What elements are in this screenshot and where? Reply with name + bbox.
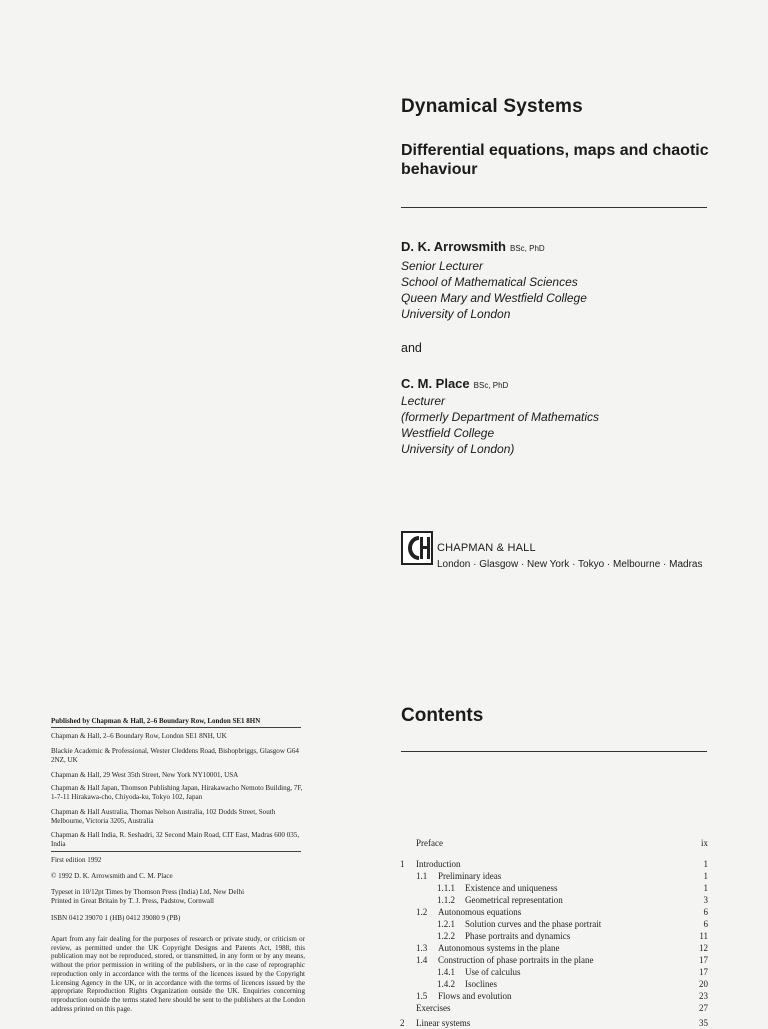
toc-entry-number: 1.1.2	[437, 895, 455, 905]
affiliation-line: Lecturer	[401, 394, 446, 408]
toc-entry-page: 35	[699, 1018, 708, 1028]
copyright-heading: Published by Chapman & Hall, 2–6 Boundary Row, London SE1 8HN	[51, 717, 261, 725]
affiliation-line: (formerly Department of Mathematics	[401, 410, 600, 424]
toc-entry-page: 20	[699, 979, 708, 989]
publisher-address: Blackie Academic & Professional, Wester Cleddens Road, Bishopbriggs, Glasgow G64 2NZ, UK	[51, 747, 299, 764]
chapman-hall-logo-icon	[401, 531, 433, 565]
author-2-degrees: BSc, PhD	[473, 381, 509, 390]
toc-entry-page: 12	[699, 943, 708, 953]
edition-note: First edition 1992	[51, 856, 102, 864]
copyright-divider	[51, 851, 301, 852]
toc-entry-number: 1.1.1	[437, 883, 455, 893]
toc-entry-number: 1.4.1	[437, 967, 455, 977]
toc-entry-label: Flows and evolution	[438, 991, 512, 1001]
book-subtitle: Differential equations, maps and chaotic behaviour	[401, 142, 709, 178]
toc-entry-label: Preliminary ideas	[438, 871, 502, 881]
toc-entry-number: 1.4.2	[437, 979, 455, 989]
toc-entry-number: 1	[400, 859, 405, 869]
typeset-note: Typeset in 10/12pt Times by Thomson Press (India) Ltd, New Delhi Printed in Great Britain by T. J. Press, Padstow, Cornwall	[51, 888, 245, 905]
author-1-affiliation	[401, 258, 587, 322]
toc-entry-label: Use of calculus	[465, 967, 521, 977]
toc-entry-number: 1.2.2	[437, 931, 455, 941]
toc-entry-page: ix	[700, 838, 708, 848]
toc-entry-number: 1.2.1	[437, 919, 455, 929]
author-conjunction: and	[401, 341, 422, 355]
publisher-name: CHAPMAN & HALL	[437, 542, 536, 554]
title-divider	[401, 207, 707, 208]
toc-entry-label: Linear systems	[416, 1018, 471, 1028]
rights-notice: Apart from any fair dealing for the purposes of research or private study, or criticism or review, as permitted under the UK Copyright Designs and Patents Act, 1988, this publication may not be reproduced, stored, or transmitted, in any form or by any means, without the prior permission in writing of the publishers, or in the case of reprographic reproduction only in accordance with the terms of the licences issued by the Copyright Licensing Agency in the UK, or in accordance with the terms of licences issued by the appropriate Reproduction Rights Organization outside the UK. Enquiries concerning reproduction outside the terms stated here should be sent to the publishers at the London address printed on this page.	[51, 935, 305, 1013]
contents-title: Contents	[401, 705, 484, 726]
toc-entry-page: 3	[703, 895, 708, 905]
copyright-notice: © 1992 D. K. Arrowsmith and C. M. Place	[51, 872, 173, 880]
publisher-address: Chapman & Hall, 29 West 35th Street, New York NY10001, USA	[51, 771, 239, 779]
toc-entry-page: 23	[699, 991, 708, 1001]
toc-entry-label: Introduction	[416, 859, 461, 869]
toc-entry-page: 17	[699, 967, 708, 977]
toc-entry-page: 6	[703, 907, 708, 917]
author-2	[401, 375, 508, 393]
toc-entry-number: 2	[400, 1018, 405, 1028]
isbn: ISBN 0412 39070 1 (HB) 0412 39080 9 (PB)	[51, 914, 181, 922]
toc-entry-number: 1.5	[416, 991, 428, 1001]
toc-entry-number: 1.1	[416, 871, 428, 881]
toc-entry-label: Exercises	[416, 1003, 451, 1013]
toc-entry-page: 6	[703, 919, 708, 929]
toc-entry-label: Preface	[416, 838, 443, 848]
toc-entry-number: 1.2	[416, 907, 428, 917]
toc-entry-label: Existence and uniqueness	[465, 883, 558, 893]
toc-entry-label: Autonomous equations	[438, 907, 522, 917]
author-2-name: C. M. Place	[401, 376, 470, 391]
author-2-affiliation	[401, 393, 599, 457]
publisher-address: Chapman & Hall, 2–6 Boundary Row, London SE1 8NH, UK	[51, 732, 227, 740]
toc-entry-label: Isoclines	[465, 979, 497, 989]
affiliation-line: University of London)	[401, 442, 515, 456]
publisher-address: Chapman & Hall Japan, Thomson Publishing Japan, Hirakawacho Nemoto Building, 7F, 1-7-11 Hirakawa-cho, Chiyoda-ku, Tokyo 102, Japan	[51, 784, 303, 801]
affiliation-line: Senior Lecturer	[401, 259, 484, 273]
author-1-degrees: BSc, PhD	[509, 244, 545, 253]
toc-entry-label: Solution curves and the phase portrait	[465, 919, 602, 929]
publisher-address: Chapman & Hall India, R. Seshadri, 32 Second Main Road, CIT East, Madras 600 035, India	[51, 831, 300, 848]
author-1	[401, 238, 545, 256]
toc-entry-label: Geometrical representation	[465, 895, 563, 905]
toc-entry-page: 1	[703, 883, 708, 893]
publisher-cities: London · Glasgow · New York · Tokyo · Melbourne · Madras	[437, 559, 703, 570]
toc-entry-label: Construction of phase portraits in the plane	[438, 955, 594, 965]
publisher-address: Chapman & Hall Australia, Thomas Nelson Australia, 102 Dodds Street, South Melbourne, Victoria 3205, Australia	[51, 808, 276, 825]
affiliation-line: Westfield College	[401, 426, 495, 440]
toc-entry-number: 1.4	[416, 955, 428, 965]
affiliation-line: University of London	[401, 307, 511, 321]
toc-entry-label: Autonomous systems in the plane	[438, 943, 560, 953]
author-1-name: D. K. Arrowsmith	[401, 239, 506, 254]
toc-entry-page: 11	[699, 931, 708, 941]
toc-entry-label: Phase portraits and dynamics	[465, 931, 571, 941]
toc-entry-page: 1	[703, 871, 708, 881]
affiliation-line: School of Mathematical Sciences	[401, 275, 578, 289]
contents-divider	[401, 751, 707, 752]
affiliation-line: Queen Mary and Westfield College	[401, 291, 587, 305]
toc-entry-page: 27	[699, 1003, 708, 1013]
copyright-heading-rule	[51, 727, 301, 728]
toc-entry-number: 1.3	[416, 943, 428, 953]
book-title: Dynamical Systems	[401, 96, 583, 117]
toc-entry-page: 17	[699, 955, 708, 965]
toc-entry-page: 1	[703, 859, 708, 869]
